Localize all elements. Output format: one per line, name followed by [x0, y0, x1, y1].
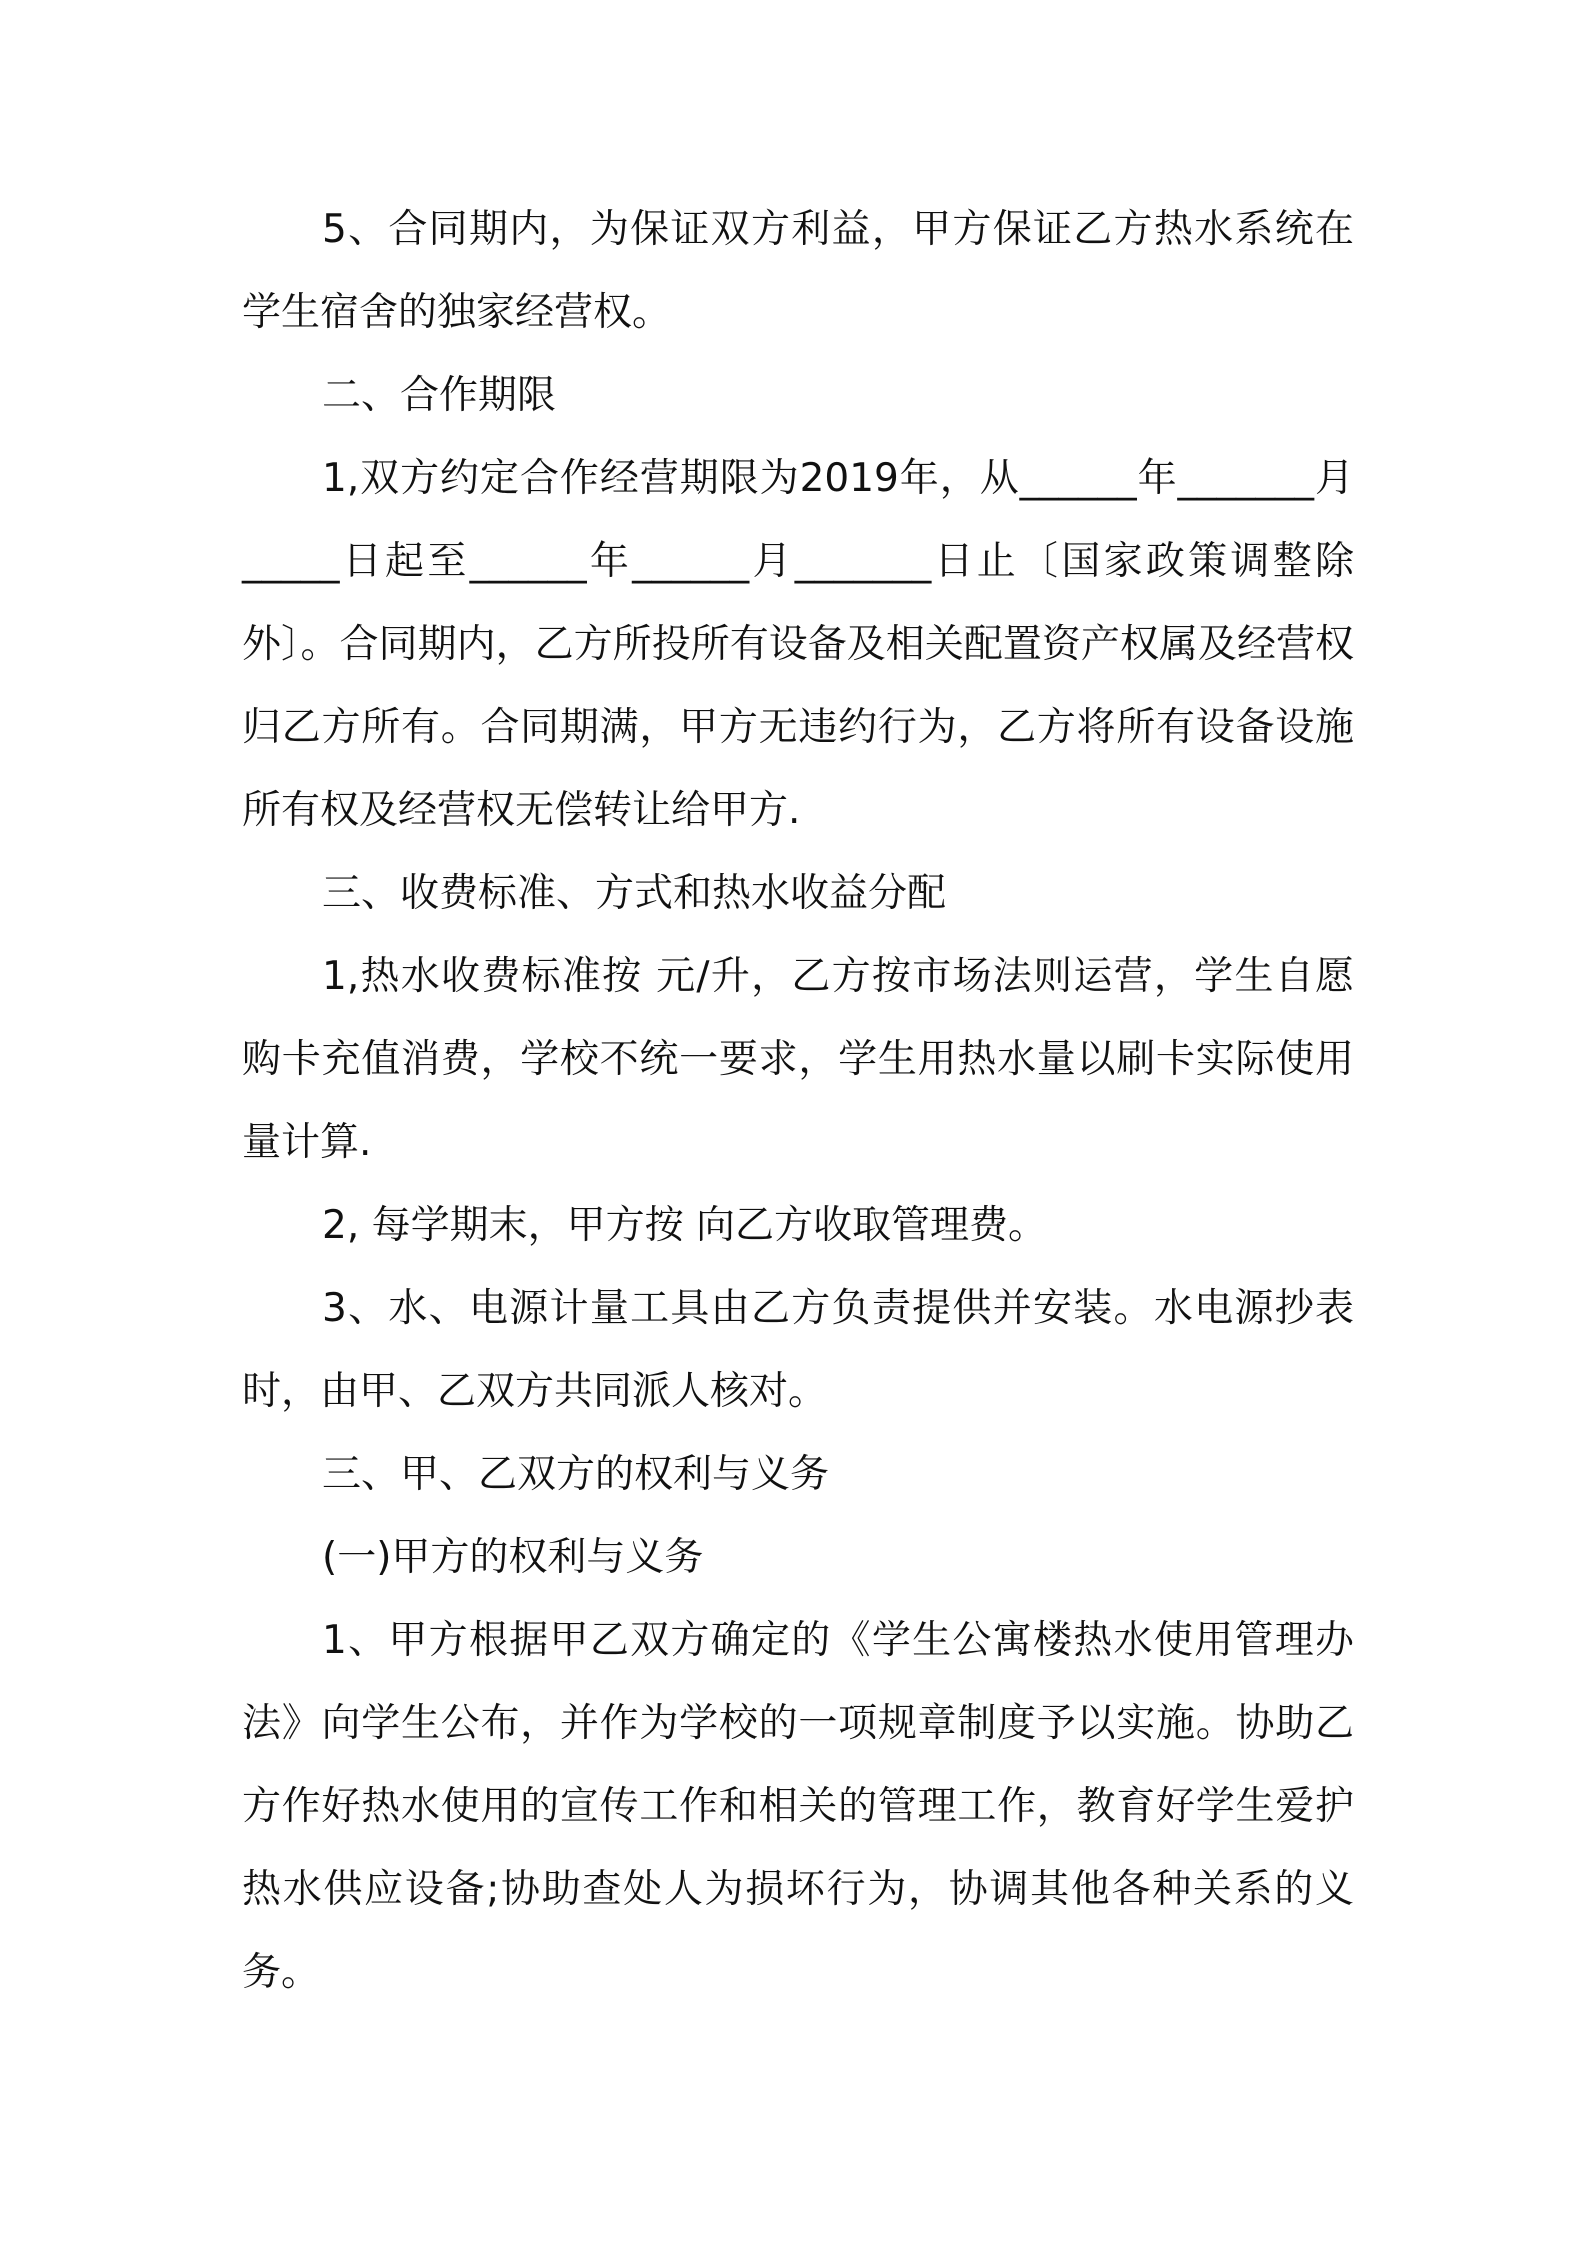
section-heading-rights-obligations: 三、甲、乙双方的权利与义务 [322, 1452, 830, 1497]
clause-party-a-duties: 1、甲方根据甲乙双方确定的《学生公寓楼热水使用管理办法》向学生公布，并作为学校的一项规章制度予以实施。协助乙方作好热水使用的宣传工作和相关的管理工作，教育好学生爱护热水供应设备;协助查处人为损坏行为，协调其他各种关系的义务。 [242, 1618, 1354, 1995]
clause-metering: 3、水、电源计量工具由乙方负责提供并安装。水电源抄表时，由甲、乙双方共同派人核对。 [242, 1286, 1354, 1414]
clause-exclusive-rights: 5、合同期内，为保证双方利益，甲方保证乙方热水系统在学生宿舍的独家经营权。 [242, 207, 1354, 335]
document-page [242, 188, 1354, 2014]
clause-fee-standard: 1,热水收费标准按 元/升，乙方按市场法则运营，学生自愿购卡充值消费，学校不统一要求，学生用热水量以刷卡实际使用量计算. [242, 954, 1354, 1165]
clause-management-fee: 2, 每学期末，甲方按 向乙方收取管理费。 [322, 1203, 1048, 1248]
subsection-heading-party-a: (一)甲方的权利与义务 [322, 1535, 704, 1580]
section-heading-cooperation-term: 二、合作期限 [322, 373, 557, 418]
section-heading-fees: 三、收费标准、方式和热水收益分配 [322, 871, 947, 916]
clause-cooperation-term: 1,双方约定合作经营期限为2019年，从______年_______月_____日起至______年______月_______日止〔国家政策调整除外〕。合同期内，乙方所投所有设备及相关配置资产权属及经营权归乙方所有。合同期满，甲方无违约行为，乙方将所有设备设施所有权及经营权无偿转让给甲方. [242, 456, 1354, 833]
